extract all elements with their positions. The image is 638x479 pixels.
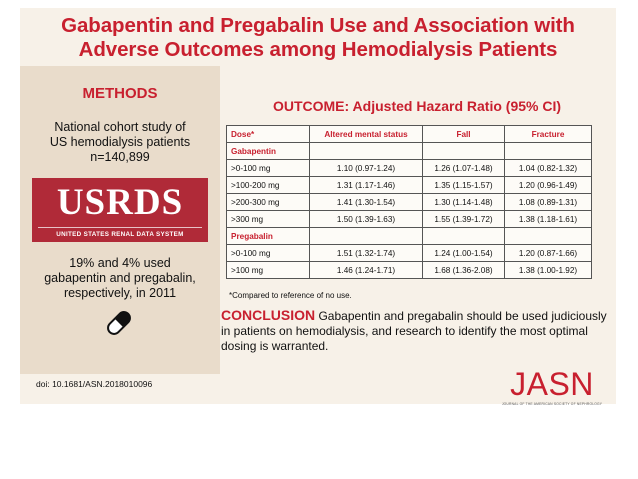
table-row	[227, 262, 592, 279]
ams-cell: 1.46 (1.24-1.71)	[310, 262, 423, 279]
conclusion-text: Gabapentin and pregabalin should be used judiciously in patients on hemodialysis, and research to identify the most optimal dosing is warranted.	[221, 309, 607, 353]
group-row-pregabalin	[227, 228, 592, 245]
table-row	[227, 194, 592, 211]
group-row-gabapentin	[227, 143, 592, 160]
dose-cell: >0-100 mg	[227, 245, 310, 262]
fracture-cell: 1.20 (0.87-1.66)	[505, 245, 592, 262]
doi-text: doi: 10.1681/ASN.2018010096	[36, 379, 153, 389]
dose-cell: >200-300 mg	[227, 194, 310, 211]
table-row	[227, 177, 592, 194]
fall-cell: 1.68 (1.36-2.08)	[423, 262, 505, 279]
usage-line: respectively, in 2011	[63, 286, 177, 300]
fall-cell: 1.30 (1.14-1.48)	[423, 194, 505, 211]
table-row	[227, 211, 592, 228]
ams-cell: 1.10 (0.97-1.24)	[310, 160, 423, 177]
fall-cell: 1.26 (1.07-1.48)	[423, 160, 505, 177]
column-header-altered-mental-status: Altered mental status	[310, 126, 423, 143]
column-header-fracture: Fracture	[505, 126, 592, 143]
jasn-logo-text: JASN	[510, 366, 594, 402]
outcome-heading: OUTCOME: Adjusted Hazard Ratio (95% CI)	[272, 98, 562, 114]
hazard-ratio-table	[226, 125, 592, 279]
fracture-cell: 1.20 (0.96-1.49)	[505, 177, 592, 194]
ams-cell: 1.41 (1.30-1.54)	[310, 194, 423, 211]
fall-cell: 1.35 (1.15-1.57)	[423, 177, 505, 194]
dose-cell: >100-200 mg	[227, 177, 310, 194]
title-line-2: Adverse Outcomes among Hemodialysis Patients	[78, 38, 558, 61]
study-line: US hemodialysis patients	[49, 135, 191, 149]
fracture-cell: 1.08 (0.89-1.31)	[505, 194, 592, 211]
pill-capsule-icon	[104, 308, 134, 338]
fracture-cell: 1.38 (1.18-1.61)	[505, 211, 592, 228]
usrds-logo-subtitle: UNITED STATES RENAL DATA SYSTEM	[38, 227, 202, 238]
table-header-row	[227, 126, 592, 143]
ams-cell: 1.51 (1.32-1.74)	[310, 245, 423, 262]
fracture-cell: 1.04 (0.82-1.32)	[505, 160, 592, 177]
study-line: National cohort study of	[54, 120, 186, 134]
study-description	[20, 120, 220, 165]
fall-cell: 1.24 (1.00-1.54)	[423, 245, 505, 262]
usage-line: gabapentin and pregabalin,	[44, 271, 196, 285]
title-line-1: Gabapentin and Pregabalin Use and Association with	[61, 14, 575, 37]
usrds-logo	[32, 178, 208, 242]
column-header-fall: Fall	[423, 126, 505, 143]
conclusion	[221, 308, 611, 354]
usage-line: 19% and 4% used	[69, 256, 171, 270]
group-label: Pregabalin	[227, 228, 310, 245]
page-title	[20, 14, 616, 62]
dose-cell: >0-100 mg	[227, 160, 310, 177]
jasn-logo-subtitle: JOURNAL OF THE AMERICAN SOCIETY OF NEPHROLOGY	[501, 402, 603, 406]
group-label: Gabapentin	[227, 143, 310, 160]
column-header-dose: Dose*	[227, 126, 310, 143]
ams-cell: 1.31 (1.17-1.46)	[310, 177, 423, 194]
dose-cell: >300 mg	[227, 211, 310, 228]
table-row	[227, 245, 592, 262]
usage-description	[20, 256, 220, 301]
table-footnote: *Compared to reference of no use.	[229, 291, 352, 300]
fracture-cell: 1.38 (1.00-1.92)	[505, 262, 592, 279]
ams-cell: 1.50 (1.39-1.63)	[310, 211, 423, 228]
study-line: n=140,899	[90, 150, 150, 164]
conclusion-label: CONCLUSION	[221, 307, 316, 323]
fall-cell: 1.55 (1.39-1.72)	[423, 211, 505, 228]
jasn-logo	[492, 368, 612, 406]
methods-heading: METHODS	[82, 85, 158, 102]
table-row	[227, 160, 592, 177]
dose-cell: >100 mg	[227, 262, 310, 279]
usrds-logo-text: USRDS	[56, 182, 184, 223]
